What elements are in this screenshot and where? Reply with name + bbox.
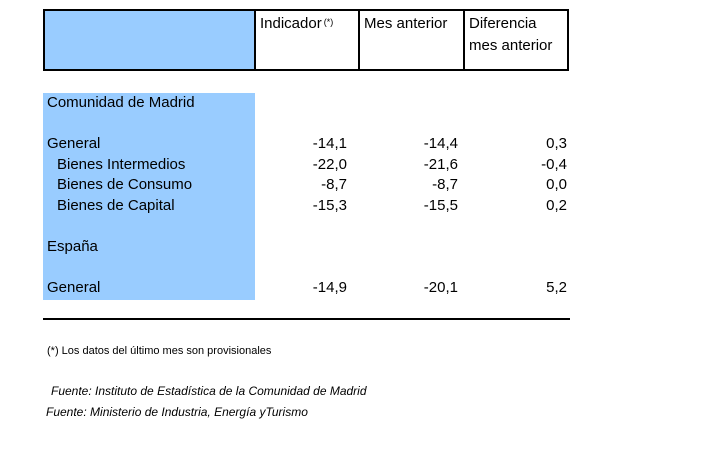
footnote: (*) Los datos del último mes son provisionales bbox=[47, 345, 272, 357]
header-diferencia-line1: Diferencia bbox=[469, 15, 537, 32]
source-line: Fuente: Instituto de Estadística de la Comunidad de Madrid bbox=[51, 384, 367, 398]
mes-anterior-value: -8,7 bbox=[432, 176, 458, 193]
header-mes-anterior bbox=[360, 11, 465, 69]
header-diferencia bbox=[465, 11, 567, 69]
mes-anterior-value: -21,6 bbox=[423, 156, 458, 173]
indicador-value: -15,3 bbox=[312, 197, 347, 214]
section-title-row bbox=[0, 93, 706, 113]
header-indicador-mark: (*) bbox=[323, 17, 334, 27]
section-title: España bbox=[47, 238, 98, 255]
table-row bbox=[0, 155, 706, 175]
row-label: Bienes Intermedios bbox=[57, 156, 186, 173]
indicador-value: -14,1 bbox=[312, 135, 347, 152]
mes-anterior-value: -14,4 bbox=[423, 135, 458, 152]
header-diferencia-line2: mes anterior bbox=[469, 37, 553, 54]
header-label-column bbox=[45, 11, 256, 69]
indicador-value: -8,7 bbox=[321, 176, 347, 193]
table-bottom-rule bbox=[43, 318, 570, 320]
row-label: Bienes de Consumo bbox=[57, 176, 193, 193]
indicador-value: -22,0 bbox=[312, 156, 347, 173]
mes-anterior-value: -15,5 bbox=[423, 197, 458, 214]
table-row bbox=[0, 134, 706, 154]
diferencia-value: 5,2 bbox=[546, 279, 567, 296]
indicador-value: -14,9 bbox=[312, 279, 347, 296]
source-line: Fuente: Ministerio de Industria, Energía yTurismo bbox=[46, 405, 308, 419]
header-indicador-label: Indicador bbox=[260, 15, 322, 32]
diferencia-value: 0,0 bbox=[546, 176, 567, 193]
mes-anterior-value: -20,1 bbox=[423, 279, 458, 296]
diferencia-value: -0,4 bbox=[541, 156, 567, 173]
table-row bbox=[0, 196, 706, 216]
table-header bbox=[43, 9, 569, 71]
header-mes-anterior-label: Mes anterior bbox=[364, 15, 448, 32]
row-label: Bienes de Capital bbox=[57, 197, 175, 214]
header-indicador bbox=[256, 11, 360, 69]
diferencia-value: 0,2 bbox=[546, 197, 567, 214]
table-row bbox=[0, 175, 706, 195]
section-title-row bbox=[0, 237, 706, 257]
diferencia-value: 0,3 bbox=[546, 135, 567, 152]
table-row bbox=[0, 278, 706, 298]
section-title: Comunidad de Madrid bbox=[47, 94, 195, 111]
row-label: General bbox=[47, 279, 101, 296]
row-label: General bbox=[47, 135, 101, 152]
